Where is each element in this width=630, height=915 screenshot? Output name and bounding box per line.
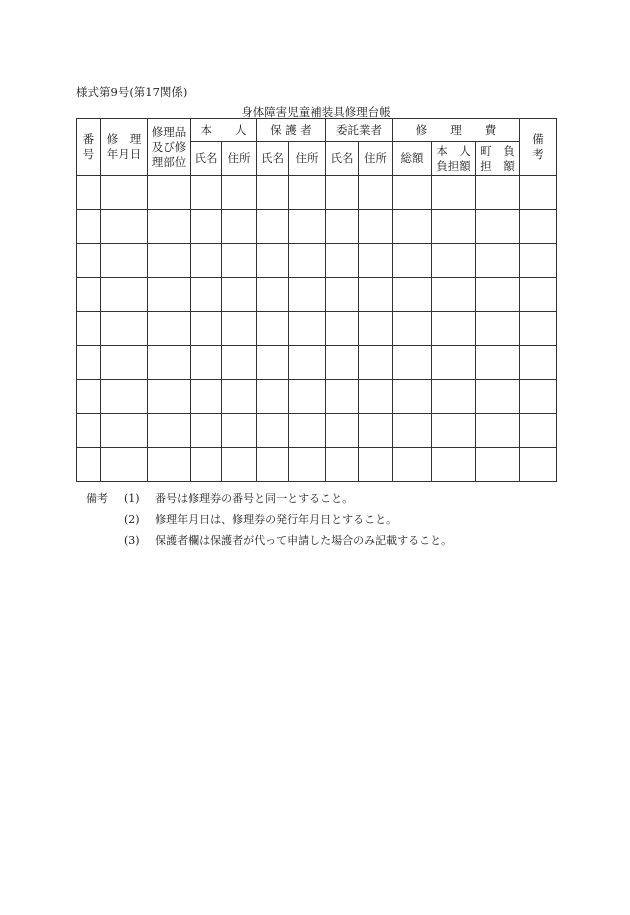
table-cell[interactable] xyxy=(432,448,476,482)
table-cell[interactable] xyxy=(148,244,191,278)
table-cell[interactable] xyxy=(393,380,432,414)
table-cell[interactable] xyxy=(393,278,432,312)
table-cell[interactable] xyxy=(432,312,476,346)
header-self-burden: 本 人 負担額 xyxy=(432,142,476,176)
table-cell[interactable] xyxy=(222,210,257,244)
note-item xyxy=(124,511,397,527)
table-cell[interactable] xyxy=(432,176,476,210)
table-cell[interactable] xyxy=(257,176,289,210)
table-cell[interactable] xyxy=(257,448,289,482)
table-cell[interactable] xyxy=(476,244,520,278)
header-contractor: 委託業者 xyxy=(326,119,393,142)
note-number: (3) xyxy=(124,534,140,547)
table-cell[interactable] xyxy=(257,210,289,244)
table-row xyxy=(77,414,557,448)
header-contractor-name: 氏名 xyxy=(326,142,359,176)
table-cell[interactable] xyxy=(191,210,222,244)
header-cost-total: 総額 xyxy=(393,142,432,176)
document-title: 身体障害児童補装具修理台帳 xyxy=(241,105,391,119)
table-cell[interactable] xyxy=(222,414,257,448)
table-cell[interactable] xyxy=(476,346,520,380)
table-cell[interactable] xyxy=(359,448,393,482)
table-row xyxy=(77,380,557,414)
table-cell[interactable] xyxy=(77,346,101,380)
table-cell[interactable] xyxy=(432,414,476,448)
table-cell[interactable] xyxy=(191,414,222,448)
table-cell[interactable] xyxy=(148,278,191,312)
table-cell[interactable] xyxy=(148,414,191,448)
table-cell[interactable] xyxy=(289,278,326,312)
table-cell[interactable] xyxy=(77,448,101,482)
table-cell[interactable] xyxy=(222,176,257,210)
table-cell[interactable] xyxy=(77,278,101,312)
table-cell[interactable] xyxy=(359,244,393,278)
table-cell[interactable] xyxy=(101,244,148,278)
table-cell[interactable] xyxy=(520,244,557,278)
table-cell[interactable] xyxy=(520,176,557,210)
note-text: 保護者欄は保護者が代って申請した場合のみ記載すること。 xyxy=(155,534,453,547)
header-person: 本 人 xyxy=(191,119,257,142)
table-cell[interactable] xyxy=(148,380,191,414)
table-cell[interactable] xyxy=(326,244,359,278)
table-cell[interactable] xyxy=(432,380,476,414)
table-cell[interactable] xyxy=(257,380,289,414)
table-cell[interactable] xyxy=(191,312,222,346)
table-cell[interactable] xyxy=(359,380,393,414)
table-cell[interactable] xyxy=(191,176,222,210)
table-cell[interactable] xyxy=(289,176,326,210)
table-cell[interactable] xyxy=(257,244,289,278)
table-cell[interactable] xyxy=(257,414,289,448)
table-cell[interactable] xyxy=(101,346,148,380)
table-cell[interactable] xyxy=(222,346,257,380)
table-cell[interactable] xyxy=(257,278,289,312)
table-cell[interactable] xyxy=(326,312,359,346)
table-cell[interactable] xyxy=(191,380,222,414)
table-cell[interactable] xyxy=(393,346,432,380)
header-person-address: 住所 xyxy=(222,142,257,176)
table-cell[interactable] xyxy=(289,380,326,414)
table-cell[interactable] xyxy=(476,448,520,482)
table-cell[interactable] xyxy=(359,312,393,346)
table-cell[interactable] xyxy=(520,346,557,380)
table-row xyxy=(77,448,557,482)
header-remarks: 備 考 xyxy=(520,119,557,176)
table-cell[interactable] xyxy=(222,312,257,346)
table-row xyxy=(77,176,557,210)
table-cell[interactable] xyxy=(520,210,557,244)
table-cell[interactable] xyxy=(326,210,359,244)
table-cell[interactable] xyxy=(520,414,557,448)
table-cell[interactable] xyxy=(77,414,101,448)
table-cell[interactable] xyxy=(432,244,476,278)
table-cell[interactable] xyxy=(289,346,326,380)
table-cell[interactable] xyxy=(77,176,101,210)
header-number: 番 号 xyxy=(77,119,101,176)
header-contractor-address: 住所 xyxy=(359,142,393,176)
table-cell[interactable] xyxy=(101,448,148,482)
table-cell[interactable] xyxy=(257,346,289,380)
notes-label: 備考 xyxy=(86,492,108,505)
table-cell[interactable] xyxy=(148,346,191,380)
table-cell[interactable] xyxy=(77,244,101,278)
table-cell[interactable] xyxy=(326,176,359,210)
table-cell[interactable] xyxy=(101,278,148,312)
table-cell[interactable] xyxy=(101,210,148,244)
note-text: 修理年月日は、修理券の発行年月日とすること。 xyxy=(155,513,398,526)
header-repair-date: 修 理 年月日 xyxy=(101,119,148,176)
table-cell[interactable] xyxy=(222,448,257,482)
table-cell[interactable] xyxy=(101,414,148,448)
table-cell[interactable] xyxy=(520,448,557,482)
note-number: (1) xyxy=(124,492,140,505)
table-cell[interactable] xyxy=(476,278,520,312)
table-cell[interactable] xyxy=(289,448,326,482)
table-cell[interactable] xyxy=(148,312,191,346)
table-cell[interactable] xyxy=(101,312,148,346)
table-cell[interactable] xyxy=(257,312,289,346)
table-cell[interactable] xyxy=(289,312,326,346)
table-cell[interactable] xyxy=(520,312,557,346)
table-cell[interactable] xyxy=(393,244,432,278)
table-cell[interactable] xyxy=(359,414,393,448)
table-cell[interactable] xyxy=(222,380,257,414)
table-cell[interactable] xyxy=(77,210,101,244)
table-cell[interactable] xyxy=(191,244,222,278)
note-text: 番号は修理券の番号と同一とすること。 xyxy=(155,492,354,505)
header-guardian-address: 住所 xyxy=(289,142,326,176)
table-cell[interactable] xyxy=(326,278,359,312)
table-cell[interactable] xyxy=(359,210,393,244)
table-cell[interactable] xyxy=(326,380,359,414)
table-cell[interactable] xyxy=(222,244,257,278)
note-number: (2) xyxy=(124,513,140,526)
table-row xyxy=(77,346,557,380)
table-cell[interactable] xyxy=(393,312,432,346)
table-cell[interactable] xyxy=(476,210,520,244)
table-cell[interactable] xyxy=(191,278,222,312)
table-cell[interactable] xyxy=(476,414,520,448)
table-cell[interactable] xyxy=(222,278,257,312)
table-cell[interactable] xyxy=(520,380,557,414)
table-cell[interactable] xyxy=(476,380,520,414)
table-cell[interactable] xyxy=(393,210,432,244)
table-cell[interactable] xyxy=(326,414,359,448)
header-row-1 xyxy=(77,119,557,142)
table-row xyxy=(77,278,557,312)
table-cell[interactable] xyxy=(359,346,393,380)
table-cell[interactable] xyxy=(476,312,520,346)
table-cell[interactable] xyxy=(101,176,148,210)
table-cell[interactable] xyxy=(101,380,148,414)
table-row xyxy=(77,312,557,346)
table-cell[interactable] xyxy=(432,210,476,244)
table-cell[interactable] xyxy=(148,176,191,210)
table-cell[interactable] xyxy=(359,176,393,210)
table-cell[interactable] xyxy=(326,346,359,380)
table-cell[interactable] xyxy=(359,278,393,312)
table-cell[interactable] xyxy=(520,278,557,312)
table-cell[interactable] xyxy=(148,448,191,482)
table-cell[interactable] xyxy=(289,210,326,244)
form-number: 様式第9号(第17関係) xyxy=(76,85,188,99)
table-row xyxy=(77,210,557,244)
repair-ledger-table xyxy=(76,118,557,482)
note-item xyxy=(124,490,353,506)
table-cell[interactable] xyxy=(432,278,476,312)
table-cell[interactable] xyxy=(393,176,432,210)
table-cell[interactable] xyxy=(77,380,101,414)
header-repair-cost: 修 理 費 xyxy=(393,119,520,142)
table-cell[interactable] xyxy=(476,176,520,210)
table-cell[interactable] xyxy=(289,414,326,448)
header-person-name: 氏名 xyxy=(191,142,222,176)
table-cell[interactable] xyxy=(393,414,432,448)
ledger-body xyxy=(77,176,557,482)
note-item xyxy=(124,532,452,548)
table-cell[interactable] xyxy=(326,448,359,482)
header-repair-item: 修理品 及び修 理部位 xyxy=(148,119,191,176)
table-cell[interactable] xyxy=(148,210,191,244)
table-cell[interactable] xyxy=(191,448,222,482)
header-town-burden: 町 負 担 額 xyxy=(476,142,520,176)
header-guardian-name: 氏名 xyxy=(257,142,289,176)
table-cell[interactable] xyxy=(289,244,326,278)
table-row xyxy=(77,244,557,278)
table-cell[interactable] xyxy=(77,312,101,346)
table-cell[interactable] xyxy=(393,448,432,482)
table-cell[interactable] xyxy=(432,346,476,380)
header-guardian: 保 護 者 xyxy=(257,119,326,142)
table-cell[interactable] xyxy=(191,346,222,380)
